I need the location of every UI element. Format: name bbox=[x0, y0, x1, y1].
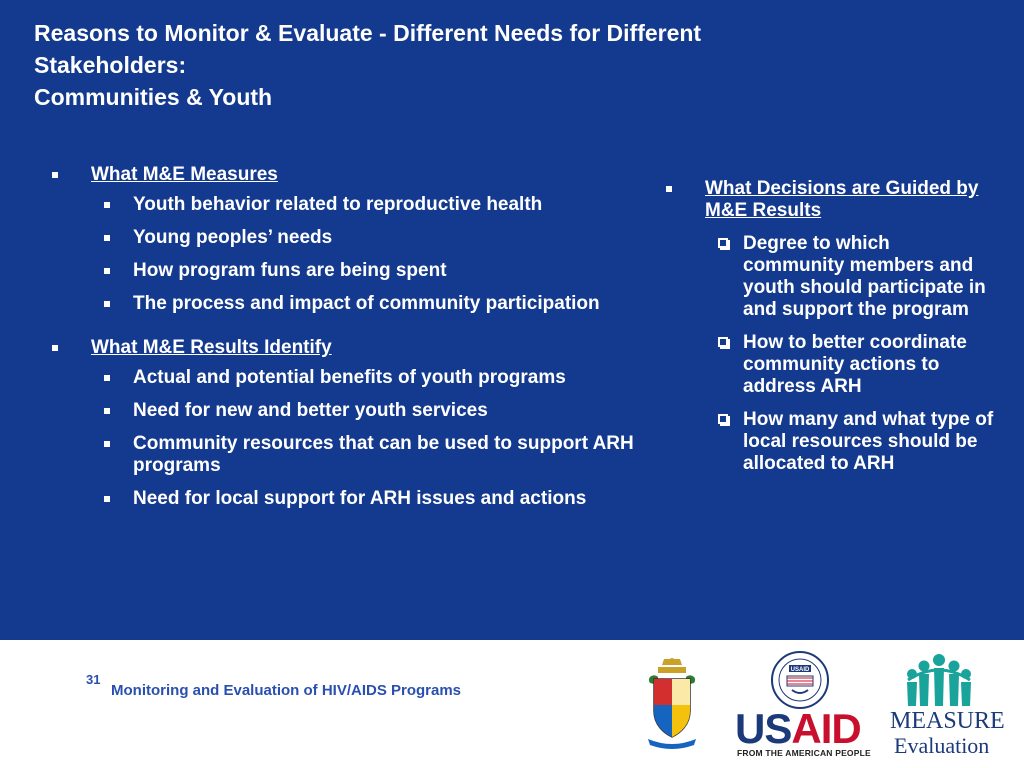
square-bullet-icon bbox=[104, 268, 110, 274]
square-bullet-icon bbox=[666, 186, 672, 192]
usaid-word-us: US bbox=[735, 705, 792, 752]
section-heading bbox=[664, 178, 994, 222]
usaid-word-aid: AID bbox=[791, 705, 861, 752]
square-bullet-icon bbox=[104, 235, 110, 241]
item-text: How program funs are being spent bbox=[133, 260, 447, 281]
slide-title bbox=[34, 17, 934, 113]
item-text: Degree to which community members and youth should participate in and support the program bbox=[743, 233, 986, 320]
list-item bbox=[718, 409, 994, 475]
item-text: Actual and potential benefits of youth programs bbox=[133, 367, 566, 388]
bullet-list bbox=[104, 367, 652, 510]
measure-wordmark: MEASURE bbox=[890, 708, 1005, 734]
right-column bbox=[664, 178, 994, 486]
item-text: The process and impact of community participation bbox=[133, 293, 600, 314]
list-item bbox=[104, 400, 652, 422]
item-text: Youth behavior related to reproductive health bbox=[133, 194, 543, 215]
footer-text: Monitoring and Evaluation of HIV/AIDS Programs bbox=[111, 682, 462, 699]
item-text: Need for new and better youth services bbox=[133, 400, 488, 421]
usaid-seal-logo bbox=[770, 650, 830, 710]
university-crest-logo bbox=[640, 655, 704, 751]
title-line: Reasons to Monitor & Evaluate - Different Needs for Different bbox=[34, 20, 702, 46]
measure-subtitle: Evaluation bbox=[894, 733, 990, 758]
section-heading bbox=[52, 337, 652, 359]
checkbox-bullet-icon bbox=[718, 238, 728, 248]
checkbox-bullet-icon bbox=[718, 337, 728, 347]
bullet-list bbox=[104, 194, 652, 315]
square-bullet-icon bbox=[104, 202, 110, 208]
title-line: Communities & Youth bbox=[34, 84, 273, 110]
item-text: How to better coordinate community actions to address ARH bbox=[743, 332, 967, 397]
list-item bbox=[718, 233, 994, 321]
usaid-wordmark bbox=[735, 705, 861, 752]
identify-section bbox=[52, 337, 652, 510]
checkbox-list bbox=[718, 233, 994, 475]
square-bullet-icon bbox=[104, 408, 110, 414]
left-column bbox=[52, 164, 652, 532]
square-bullet-icon bbox=[104, 301, 110, 307]
heading-text: What Decisions are Guided by M&E Results bbox=[705, 178, 979, 221]
square-bullet-icon bbox=[52, 345, 58, 351]
square-bullet-icon bbox=[104, 441, 110, 447]
slide-number: 31 bbox=[86, 672, 101, 687]
list-item bbox=[718, 332, 994, 398]
usaid-tagline: FROM THE AMERICAN PEOPLE bbox=[737, 748, 871, 758]
list-item bbox=[104, 367, 652, 389]
list-item bbox=[104, 260, 652, 282]
checkbox-bullet-icon bbox=[718, 414, 728, 424]
list-item bbox=[104, 488, 652, 510]
item-text: How many and what type of local resources should be allocated to ARH bbox=[743, 409, 994, 474]
measures-section bbox=[52, 164, 652, 315]
item-text: Need for local support for ARH issues and actions bbox=[133, 488, 587, 509]
item-text: Young peoples’ needs bbox=[133, 227, 333, 248]
usaid-seal-text: USAID bbox=[790, 667, 810, 673]
title-line: Stakeholders: bbox=[34, 52, 187, 78]
list-item bbox=[104, 227, 652, 249]
list-item bbox=[104, 433, 652, 477]
square-bullet-icon bbox=[104, 375, 110, 381]
square-bullet-icon bbox=[104, 496, 110, 502]
list-item bbox=[104, 293, 652, 315]
section-heading bbox=[52, 164, 652, 186]
heading-text: What M&E Measures bbox=[91, 164, 278, 185]
heading-text: What M&E Results Identify bbox=[91, 337, 332, 358]
item-text: Community resources that can be used to support ARH programs bbox=[133, 433, 634, 476]
square-bullet-icon bbox=[52, 172, 58, 178]
measure-people-icon bbox=[904, 652, 974, 708]
list-item bbox=[104, 194, 652, 216]
